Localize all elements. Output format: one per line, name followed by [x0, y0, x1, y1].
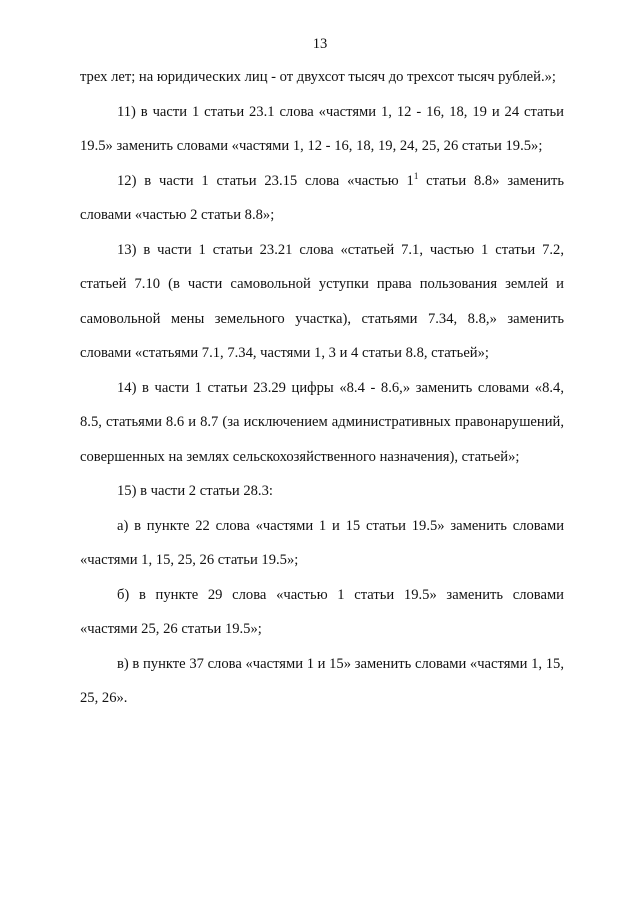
paragraph-item-15: 15) в части 2 статьи 28.3:: [117, 483, 273, 499]
page-number: 13: [312, 36, 328, 52]
paragraph-item-14: 14) в части 1 статьи 23.29 цифры «8.4 - 8.6,» заменить словами «8.4, 8.5, статьями 8.6 и 8.7 (за исключением административных правонарушений, совершенных на землях сельскохозяйственного назначения), статьей»;: [80, 379, 564, 465]
paragraph-item-13: 13) в части 1 статьи 23.21 слова «статьей 7.1, частью 1 статьи 7.2, статьей 7.10 (в части самовольной уступки права пользования землей и самовольной мены земельного участка), статьями 7.34, 8.8,» заменить словами «статьями 7.1, 7.34, частями 1, 3 и 4 статьи 8.8, статьей»;: [80, 241, 564, 361]
paragraph-item-12-after: статьи 8.8» заменить словами «частью 2 статьи 8.8»;: [80, 172, 564, 223]
document-body: [80, 60, 564, 716]
paragraph-item-12-superscript: 1: [413, 170, 419, 181]
paragraph-item-12: [80, 164, 564, 233]
paragraph-continuation: трех лет; на юридических лиц - от двухсот тысяч до трехсот тысяч рублей.»;: [80, 69, 556, 85]
paragraph-item-15b: б) в пункте 29 слова «частью 1 статьи 19.5» заменить словами «частями 25, 26 статьи 19.5»;: [80, 586, 564, 637]
paragraph-item-11: 11) в части 1 статьи 23.1 слова «частями 1, 12 - 16, 18, 19 и 24 статьи 19.5» заменить словами «частями 1, 12 - 16, 18, 19, 24, 25, 26 статьи 19.5»;: [80, 103, 564, 154]
paragraph-item-15v: в) в пункте 37 слова «частями 1 и 15» заменить словами «частями 1, 15, 25, 26».: [80, 655, 564, 706]
paragraph-item-12-before: 12) в части 1 статьи 23.15 слова «частью 1: [117, 172, 414, 189]
paragraph-item-15a: а) в пункте 22 слова «частями 1 и 15 статьи 19.5» заменить словами «частями 1, 15, 25, 26 статьи 19.5»;: [80, 517, 564, 568]
